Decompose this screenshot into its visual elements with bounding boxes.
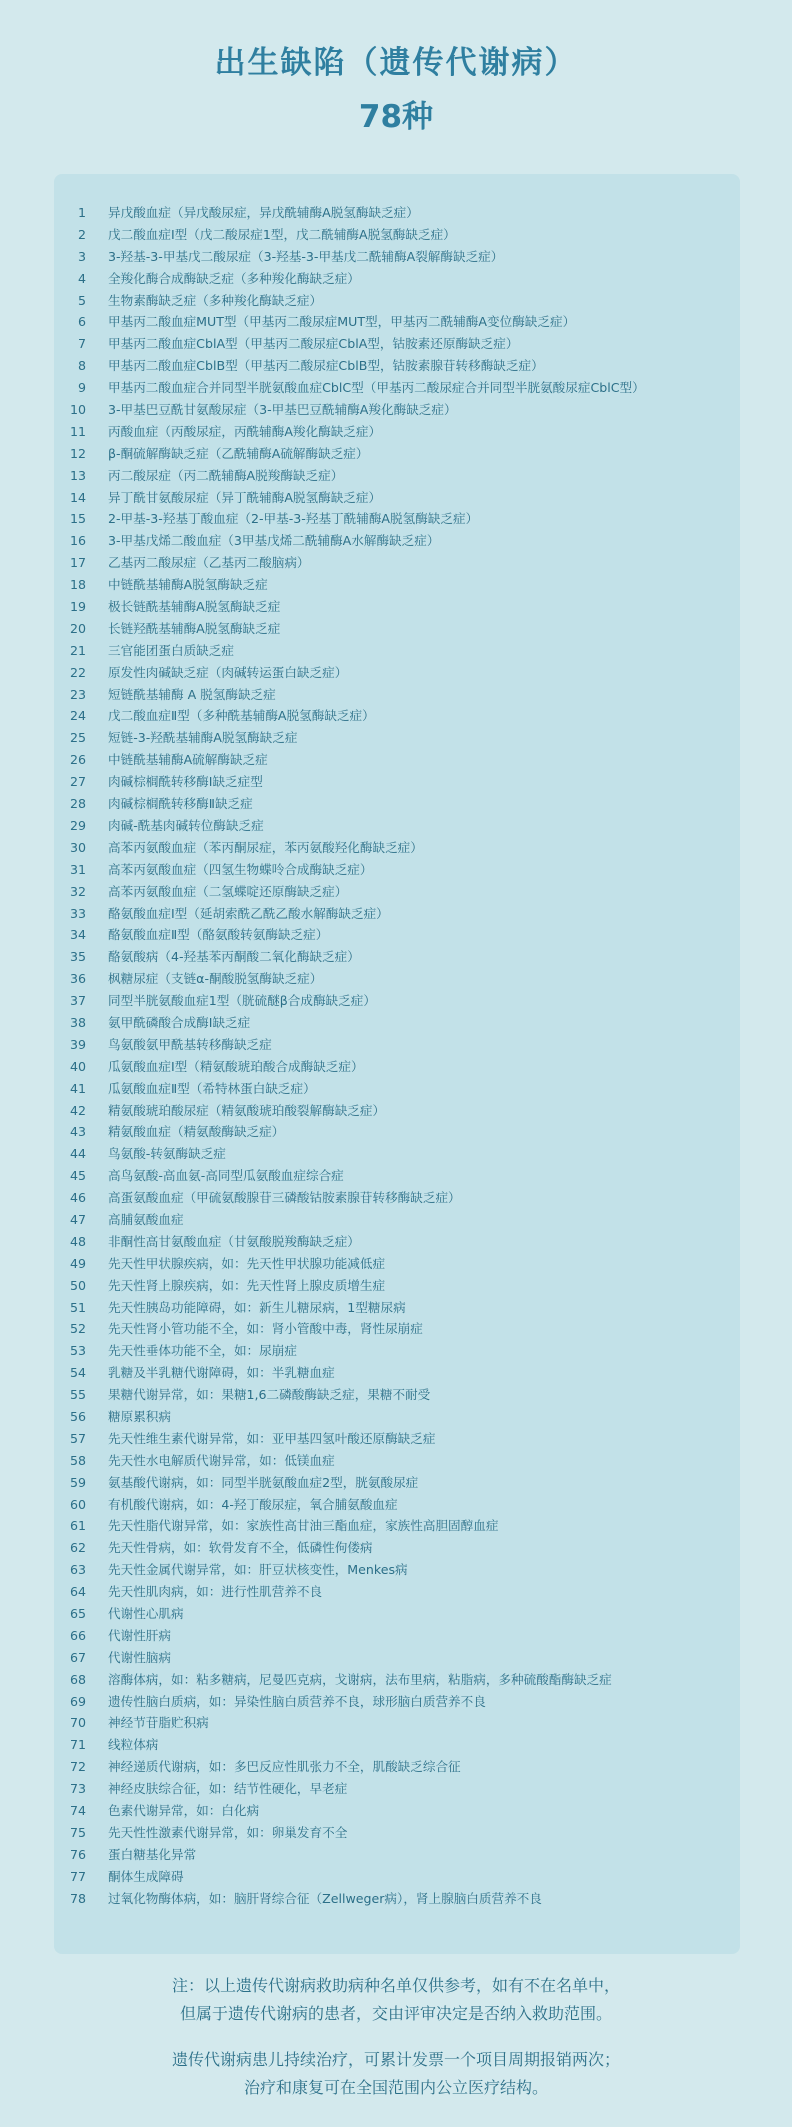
note-line-2: 但属于遗传代谢病的患者，交由评审决定是否纳入救助范围。 bbox=[179, 2004, 612, 2023]
page-title: 出生缺陷（遗传代谢病） bbox=[214, 45, 578, 81]
list-item bbox=[54, 1231, 740, 1253]
item-text: 甲基丙二酸血症CblA型（甲基丙二酸尿症CblA型，钴胺素还原酶缺乏症） bbox=[108, 336, 519, 352]
item-number: 14 bbox=[69, 489, 86, 505]
item-number: 77 bbox=[69, 1868, 86, 1884]
item-text: 甲基丙二酸血症CblB型（甲基丙二酸尿症CblB型，钴胺素腺苷转移酶缺乏症） bbox=[108, 358, 544, 374]
list-item bbox=[54, 1669, 740, 1691]
note-line-3: 遗传代谢病患儿持续治疗，可累计发票一个项目周期报销两次； bbox=[171, 2050, 620, 2069]
item-text: 神经递质代谢病，如：多巴反应性肌张力不全，肌酸缺乏综合征 bbox=[108, 1759, 461, 1775]
item-number: 44 bbox=[69, 1146, 86, 1162]
item-text: 神经节苷脂贮积病 bbox=[108, 1715, 209, 1731]
item-text: 3-羟基-3-甲基戊二酸尿症（3-羟基-3-甲基戊二酰辅酶A裂解酶缺乏症） bbox=[108, 248, 504, 264]
item-text: 先天性性激素代谢异常，如：卵巢发育不全 bbox=[108, 1824, 348, 1840]
item-text: 代谢性肝病 bbox=[108, 1627, 171, 1643]
item-number: 52 bbox=[69, 1321, 86, 1337]
item-number: 64 bbox=[69, 1584, 86, 1600]
list-item bbox=[54, 749, 740, 771]
item-number: 17 bbox=[69, 555, 86, 571]
item-number: 61 bbox=[69, 1518, 86, 1534]
item-text: 戊二酸血症Ⅱ型（多种酰基辅酶A脱氢酶缺乏症） bbox=[108, 708, 375, 724]
item-number: 35 bbox=[69, 949, 86, 965]
item-text: 甲基丙二酸血症MUT型（甲基丙二酸尿症MUT型，甲基丙二酰辅酶A变位酶缺乏症） bbox=[108, 314, 576, 330]
item-text: 丙二酸尿症（丙二酰辅酶A脱羧酶缺乏症） bbox=[108, 467, 344, 483]
item-text: 先天性脂代谢异常，如：家族性高甘油三酯血症，家族性高胆固醇血症 bbox=[108, 1518, 499, 1534]
list-item bbox=[54, 1362, 740, 1384]
item-text: 丙酸血症（丙酸尿症，丙酰辅酶A羧化酶缺乏症） bbox=[108, 423, 382, 439]
list-item bbox=[54, 268, 740, 290]
list-item bbox=[54, 1603, 740, 1625]
list-item bbox=[54, 1143, 740, 1165]
item-number: 5 bbox=[77, 292, 86, 308]
list-item bbox=[54, 290, 740, 312]
item-text: 全羧化酶合成酶缺乏症（多种羧化酶缺乏症） bbox=[108, 270, 360, 286]
list-item bbox=[54, 881, 740, 903]
item-text: 高脯氨酸血症 bbox=[108, 1211, 184, 1227]
item-number: 63 bbox=[69, 1562, 86, 1578]
item-text: 生物素酶缺乏症（多种羧化酶缺乏症） bbox=[108, 292, 323, 308]
list-item bbox=[54, 924, 740, 946]
item-text: 三官能团蛋白质缺乏症 bbox=[108, 642, 234, 658]
list-item bbox=[54, 990, 740, 1012]
list-item bbox=[54, 1800, 740, 1822]
list-item bbox=[54, 202, 740, 224]
item-text: 代谢性脑病 bbox=[108, 1649, 171, 1665]
item-text: 果糖代谢异常，如：果糖1,6二磷酸酶缺乏症，果糖不耐受 bbox=[108, 1387, 431, 1403]
list-item bbox=[54, 530, 740, 552]
item-number: 29 bbox=[69, 817, 86, 833]
list-item bbox=[54, 487, 740, 509]
item-number: 65 bbox=[69, 1606, 86, 1621]
list-item bbox=[54, 837, 740, 859]
item-number: 72 bbox=[69, 1759, 86, 1775]
item-number: 9 bbox=[77, 380, 86, 396]
item-text: 极长链酰基辅酶A脱氢酶缺乏症 bbox=[108, 599, 281, 615]
item-number: 45 bbox=[69, 1168, 86, 1184]
item-number: 37 bbox=[69, 993, 86, 1009]
item-number: 42 bbox=[69, 1102, 86, 1118]
item-number: 18 bbox=[69, 577, 86, 593]
list-item bbox=[54, 705, 740, 727]
item-number: 26 bbox=[69, 752, 86, 768]
list-item bbox=[54, 968, 740, 990]
item-number: 70 bbox=[69, 1715, 86, 1731]
item-number: 78 bbox=[69, 1890, 86, 1906]
list-item bbox=[54, 333, 740, 355]
item-number: 31 bbox=[69, 861, 86, 877]
item-text: 中链酰基辅酶A硫解酶缺乏症 bbox=[108, 752, 268, 768]
item-text: 神经皮肤综合征，如：结节性硬化，早老症 bbox=[108, 1781, 348, 1797]
item-text: 过氧化物酶体病，如：脑肝肾综合征（Zellweger病），肾上腺脑白质营养不良 bbox=[108, 1890, 542, 1906]
item-number: 74 bbox=[69, 1803, 86, 1819]
item-number: 7 bbox=[77, 336, 86, 352]
item-text: 瓜氨酸血症Ⅰ型（精氨酸琥珀酸合成酶缺乏症） bbox=[108, 1058, 364, 1074]
page-subtitle: 78种 bbox=[358, 99, 434, 135]
item-text: 乙基丙二酸尿症（乙基丙二酸脑病） bbox=[108, 555, 310, 571]
list-item bbox=[54, 640, 740, 662]
list-item bbox=[54, 399, 740, 421]
item-number: 54 bbox=[69, 1365, 86, 1381]
list-item bbox=[54, 1318, 740, 1340]
item-text: 中链酰基辅酶A脱氢酶缺乏症 bbox=[108, 577, 268, 593]
list-item bbox=[54, 618, 740, 640]
list-item bbox=[54, 1472, 740, 1494]
item-number: 73 bbox=[69, 1781, 86, 1797]
list-item bbox=[54, 574, 740, 596]
item-text: 高蛋氨酸血症（甲硫氨酸腺苷三磷酸钴胺素腺苷转移酶缺乏症） bbox=[108, 1190, 461, 1206]
item-text: 酪氨酸病（4-羟基苯丙酮酸二氧化酶缺乏症） bbox=[108, 949, 360, 965]
item-number: 69 bbox=[69, 1693, 86, 1709]
item-number: 43 bbox=[69, 1124, 86, 1140]
item-text: 3-甲基戊烯二酸血症（3甲基戊烯二酰辅酶A水解酶缺乏症） bbox=[108, 533, 440, 549]
list-item bbox=[54, 1012, 740, 1034]
item-number: 11 bbox=[69, 423, 86, 439]
list-item bbox=[54, 552, 740, 574]
list-item bbox=[54, 421, 740, 443]
item-number: 50 bbox=[69, 1277, 86, 1293]
item-text: 甲基丙二酸血症合并同型半胱氨酸血症CblC型（甲基丙二酸尿症合并同型半胱氨酸尿症CblC型） bbox=[108, 380, 645, 396]
list-item bbox=[54, 1559, 740, 1581]
item-number: 30 bbox=[69, 839, 86, 855]
item-number: 15 bbox=[69, 511, 86, 527]
item-text: 肉碱棕榈酰转移酶Ⅰ缺乏症型 bbox=[108, 774, 263, 790]
list-item bbox=[54, 1866, 740, 1888]
item-text: 氨基酸代谢病，如：同型半胱氨酸血症2型，胱氨酸尿症 bbox=[108, 1474, 419, 1490]
disease-list-card bbox=[54, 174, 740, 1954]
list-item bbox=[54, 1165, 740, 1187]
item-number: 60 bbox=[69, 1496, 86, 1512]
item-number: 33 bbox=[69, 905, 86, 921]
item-text: 酪氨酸血症Ⅰ型（延胡索酰乙酰乙酸水解酶缺乏症） bbox=[108, 905, 389, 921]
item-text: 高苯丙氨酸血症（苯丙酮尿症，苯丙氨酸羟化酶缺乏症） bbox=[108, 839, 423, 855]
item-text: 肉碱棕榈酰转移酶Ⅱ缺乏症 bbox=[108, 796, 253, 812]
list-item bbox=[54, 1712, 740, 1734]
item-text: 先天性胰岛功能障碍，如：新生儿糖尿病，1型糖尿病 bbox=[108, 1299, 406, 1315]
item-text: 先天性水电解质代谢异常，如：低镁血症 bbox=[108, 1452, 335, 1468]
item-text: 先天性垂体功能不全，如：尿崩症 bbox=[108, 1343, 297, 1359]
item-number: 21 bbox=[69, 642, 86, 658]
item-number: 57 bbox=[69, 1430, 86, 1446]
list-item bbox=[54, 1734, 740, 1756]
disease-list bbox=[54, 202, 740, 1909]
list-item bbox=[54, 1253, 740, 1275]
item-number: 38 bbox=[69, 1014, 86, 1030]
item-text: 氨甲酰磷酸合成酶Ⅰ缺乏症 bbox=[108, 1014, 251, 1030]
item-number: 71 bbox=[69, 1737, 86, 1753]
item-text: 枫糖尿症（支链α-酮酸脱氢酶缺乏症） bbox=[108, 971, 323, 987]
list-item bbox=[54, 1121, 740, 1143]
list-item bbox=[54, 246, 740, 268]
item-number: 46 bbox=[69, 1190, 86, 1206]
item-text: 高鸟氨酸-高血氨-高同型瓜氨酸血症综合症 bbox=[108, 1168, 344, 1184]
list-item bbox=[54, 662, 740, 684]
item-text: 精氨酸琥珀酸尿症（精氨酸琥珀酸裂解酶缺乏症） bbox=[108, 1102, 386, 1118]
item-number: 40 bbox=[69, 1058, 86, 1074]
item-number: 1 bbox=[77, 205, 86, 220]
item-number: 8 bbox=[77, 358, 86, 374]
item-number: 53 bbox=[69, 1343, 86, 1359]
item-text: 先天性骨病，如：软骨发育不全，低磷性佝偻病 bbox=[108, 1540, 373, 1556]
item-number: 39 bbox=[69, 1036, 86, 1052]
list-item bbox=[54, 508, 740, 530]
list-item bbox=[54, 224, 740, 246]
item-number: 51 bbox=[69, 1299, 86, 1315]
list-item bbox=[54, 1691, 740, 1713]
list-item bbox=[54, 1494, 740, 1516]
item-text: 3-甲基巴豆酰甘氨酸尿症（3-甲基巴豆酰辅酶A羧化酶缺乏症） bbox=[108, 402, 457, 418]
list-item bbox=[54, 1756, 740, 1778]
item-number: 66 bbox=[69, 1627, 86, 1643]
item-text: 先天性维生素代谢异常，如：亚甲基四氢叶酸还原酶缺乏症 bbox=[108, 1430, 436, 1446]
list-item bbox=[54, 465, 740, 487]
item-text: 长链羟酰基辅酶A脱氢酶缺乏症 bbox=[108, 620, 281, 636]
item-text: 鸟氨酸氨甲酰基转移酶缺乏症 bbox=[108, 1036, 272, 1052]
item-number: 3 bbox=[77, 248, 86, 264]
list-item bbox=[54, 1209, 740, 1231]
list-item bbox=[54, 1275, 740, 1297]
list-item bbox=[54, 1340, 740, 1362]
item-number: 55 bbox=[69, 1387, 86, 1403]
item-text: 糖原累积病 bbox=[108, 1408, 171, 1424]
item-text: 短链酰基辅酶 A 脱氢酶缺乏症 bbox=[108, 686, 276, 702]
item-number: 6 bbox=[77, 314, 86, 330]
item-number: 13 bbox=[69, 467, 86, 483]
list-item bbox=[54, 1515, 740, 1537]
list-item bbox=[54, 1822, 740, 1844]
item-number: 12 bbox=[69, 445, 86, 461]
item-number: 24 bbox=[69, 708, 86, 724]
list-item bbox=[54, 596, 740, 618]
item-text: 代谢性心肌病 bbox=[108, 1606, 184, 1621]
item-number: 23 bbox=[69, 686, 86, 702]
item-text: β-酮硫解酶缺乏症（乙酰辅酶A硫解酶缺乏症） bbox=[108, 445, 369, 461]
item-number: 47 bbox=[69, 1211, 86, 1227]
item-number: 27 bbox=[69, 774, 86, 790]
list-item bbox=[54, 1647, 740, 1669]
item-number: 68 bbox=[69, 1671, 86, 1687]
item-text: 异戊酸血症（异戊酸尿症，异戊酰辅酶A脱氢酶缺乏症） bbox=[108, 205, 419, 220]
list-item bbox=[54, 815, 740, 837]
list-item bbox=[54, 1778, 740, 1800]
note-line-4: 治疗和康复可在全国范围内公立医疗结构。 bbox=[243, 2078, 548, 2097]
item-number: 4 bbox=[77, 270, 86, 286]
item-text: 精氨酸血症（精氨酸酶缺乏症） bbox=[108, 1124, 285, 1140]
item-text: 有机酸代谢病，如：4-羟丁酸尿症，氧合脯氨酸血症 bbox=[108, 1496, 398, 1512]
list-item bbox=[54, 1428, 740, 1450]
list-item bbox=[54, 1537, 740, 1559]
item-number: 28 bbox=[69, 796, 86, 812]
item-number: 41 bbox=[69, 1080, 86, 1096]
item-number: 20 bbox=[69, 620, 86, 636]
item-number: 76 bbox=[69, 1846, 86, 1862]
list-item bbox=[54, 311, 740, 333]
item-text: 蛋白糖基化异常 bbox=[108, 1846, 197, 1862]
item-text: 异丁酰甘氨酸尿症（异丁酰辅酶A脱氢酶缺乏症） bbox=[108, 489, 382, 505]
note-line-1: 注：以上遗传代谢病救助病种名单仅供参考，如有不在名单中， bbox=[171, 1976, 620, 1995]
item-text: 2-甲基-3-羟基丁酸血症（2-甲基-3-羟基丁酰辅酶A脱氢酶缺乏症） bbox=[108, 511, 479, 527]
item-text: 瓜氨酸血症Ⅱ型（希特林蛋白缺乏症） bbox=[108, 1080, 316, 1096]
item-text: 同型半胱氨酸血症1型（胱硫醚β合成酶缺乏症） bbox=[108, 993, 376, 1009]
list-item bbox=[54, 377, 740, 399]
item-text: 先天性肌肉病，如：进行性肌营养不良 bbox=[108, 1584, 323, 1600]
list-item bbox=[54, 1844, 740, 1866]
item-number: 22 bbox=[69, 664, 86, 680]
list-item bbox=[54, 793, 740, 815]
list-item bbox=[54, 859, 740, 881]
list-item bbox=[54, 946, 740, 968]
list-item bbox=[54, 1100, 740, 1122]
item-number: 67 bbox=[69, 1649, 86, 1665]
list-item bbox=[54, 1581, 740, 1603]
list-item bbox=[54, 1056, 740, 1078]
item-text: 乳糖及半乳糖代谢障碍，如：半乳糖血症 bbox=[108, 1365, 335, 1381]
item-text: 原发性肉碱缺乏症（肉碱转运蛋白缺乏症） bbox=[108, 664, 348, 680]
item-text: 高苯丙氨酸血症（四氢生物蝶呤合成酶缺乏症） bbox=[108, 861, 373, 877]
item-number: 75 bbox=[69, 1824, 86, 1840]
item-number: 10 bbox=[69, 402, 86, 418]
item-number: 32 bbox=[69, 883, 86, 899]
item-text: 色素代谢异常，如：白化病 bbox=[108, 1803, 260, 1819]
list-item bbox=[54, 1187, 740, 1209]
item-number: 2 bbox=[77, 226, 86, 242]
item-text: 先天性肾小管功能不全，如：肾小管酸中毒，肾性尿崩症 bbox=[108, 1321, 423, 1337]
item-number: 25 bbox=[69, 730, 86, 746]
list-item bbox=[54, 903, 740, 925]
list-item bbox=[54, 684, 740, 706]
list-item bbox=[54, 1034, 740, 1056]
item-text: 先天性金属代谢异常，如：肝豆状核变性，Menkes病 bbox=[108, 1562, 408, 1578]
item-number: 36 bbox=[69, 971, 86, 987]
item-text: 短链-3-羟酰基辅酶A脱氢酶缺乏症 bbox=[108, 730, 298, 746]
item-number: 62 bbox=[69, 1540, 86, 1556]
item-number: 59 bbox=[69, 1474, 86, 1490]
item-text: 先天性甲状腺疾病，如：先天性甲状腺功能减低症 bbox=[108, 1255, 386, 1271]
list-item bbox=[54, 443, 740, 465]
item-text: 酮体生成障碍 bbox=[108, 1868, 184, 1884]
list-item bbox=[54, 1078, 740, 1100]
item-number: 34 bbox=[69, 927, 86, 943]
list-item bbox=[54, 1625, 740, 1647]
list-item bbox=[54, 355, 740, 377]
item-text: 高苯丙氨酸血症（二氢蝶啶还原酶缺乏症） bbox=[108, 883, 348, 899]
list-item bbox=[54, 771, 740, 793]
list-item bbox=[54, 1888, 740, 1910]
item-text: 线粒体病 bbox=[108, 1737, 159, 1753]
item-number: 19 bbox=[69, 599, 86, 615]
item-text: 酪氨酸血症Ⅱ型（酪氨酸转氨酶缺乏症） bbox=[108, 927, 329, 943]
item-text: 戊二酸血症I型（戊二酸尿症1型，戊二酰辅酶A脱氢酶缺乏症） bbox=[108, 226, 456, 242]
item-text: 溶酶体病，如：粘多糖病，尼曼匹克病，戈谢病，法布里病，粘脂病，多种硫酸酯酶缺乏症 bbox=[108, 1671, 612, 1687]
list-item bbox=[54, 1384, 740, 1406]
item-number: 16 bbox=[69, 533, 86, 549]
list-item bbox=[54, 1450, 740, 1472]
item-text: 鸟氨酸-转氨酶缺乏症 bbox=[108, 1146, 226, 1162]
item-number: 58 bbox=[69, 1452, 86, 1468]
item-number: 56 bbox=[69, 1408, 86, 1424]
list-item bbox=[54, 727, 740, 749]
item-text: 先天性肾上腺疾病，如：先天性肾上腺皮质增生症 bbox=[108, 1277, 386, 1293]
list-item bbox=[54, 1406, 740, 1428]
item-number: 48 bbox=[69, 1233, 86, 1249]
item-number: 49 bbox=[69, 1255, 86, 1271]
list-item bbox=[54, 1297, 740, 1319]
item-text: 肉碱-酰基肉碱转位酶缺乏症 bbox=[108, 817, 264, 833]
item-text: 遗传性脑白质病，如：异染性脑白质营养不良，球形脑白质营养不良 bbox=[108, 1693, 486, 1709]
item-text: 非酮性高甘氨酸血症（甘氨酸脱羧酶缺乏症） bbox=[108, 1233, 360, 1249]
